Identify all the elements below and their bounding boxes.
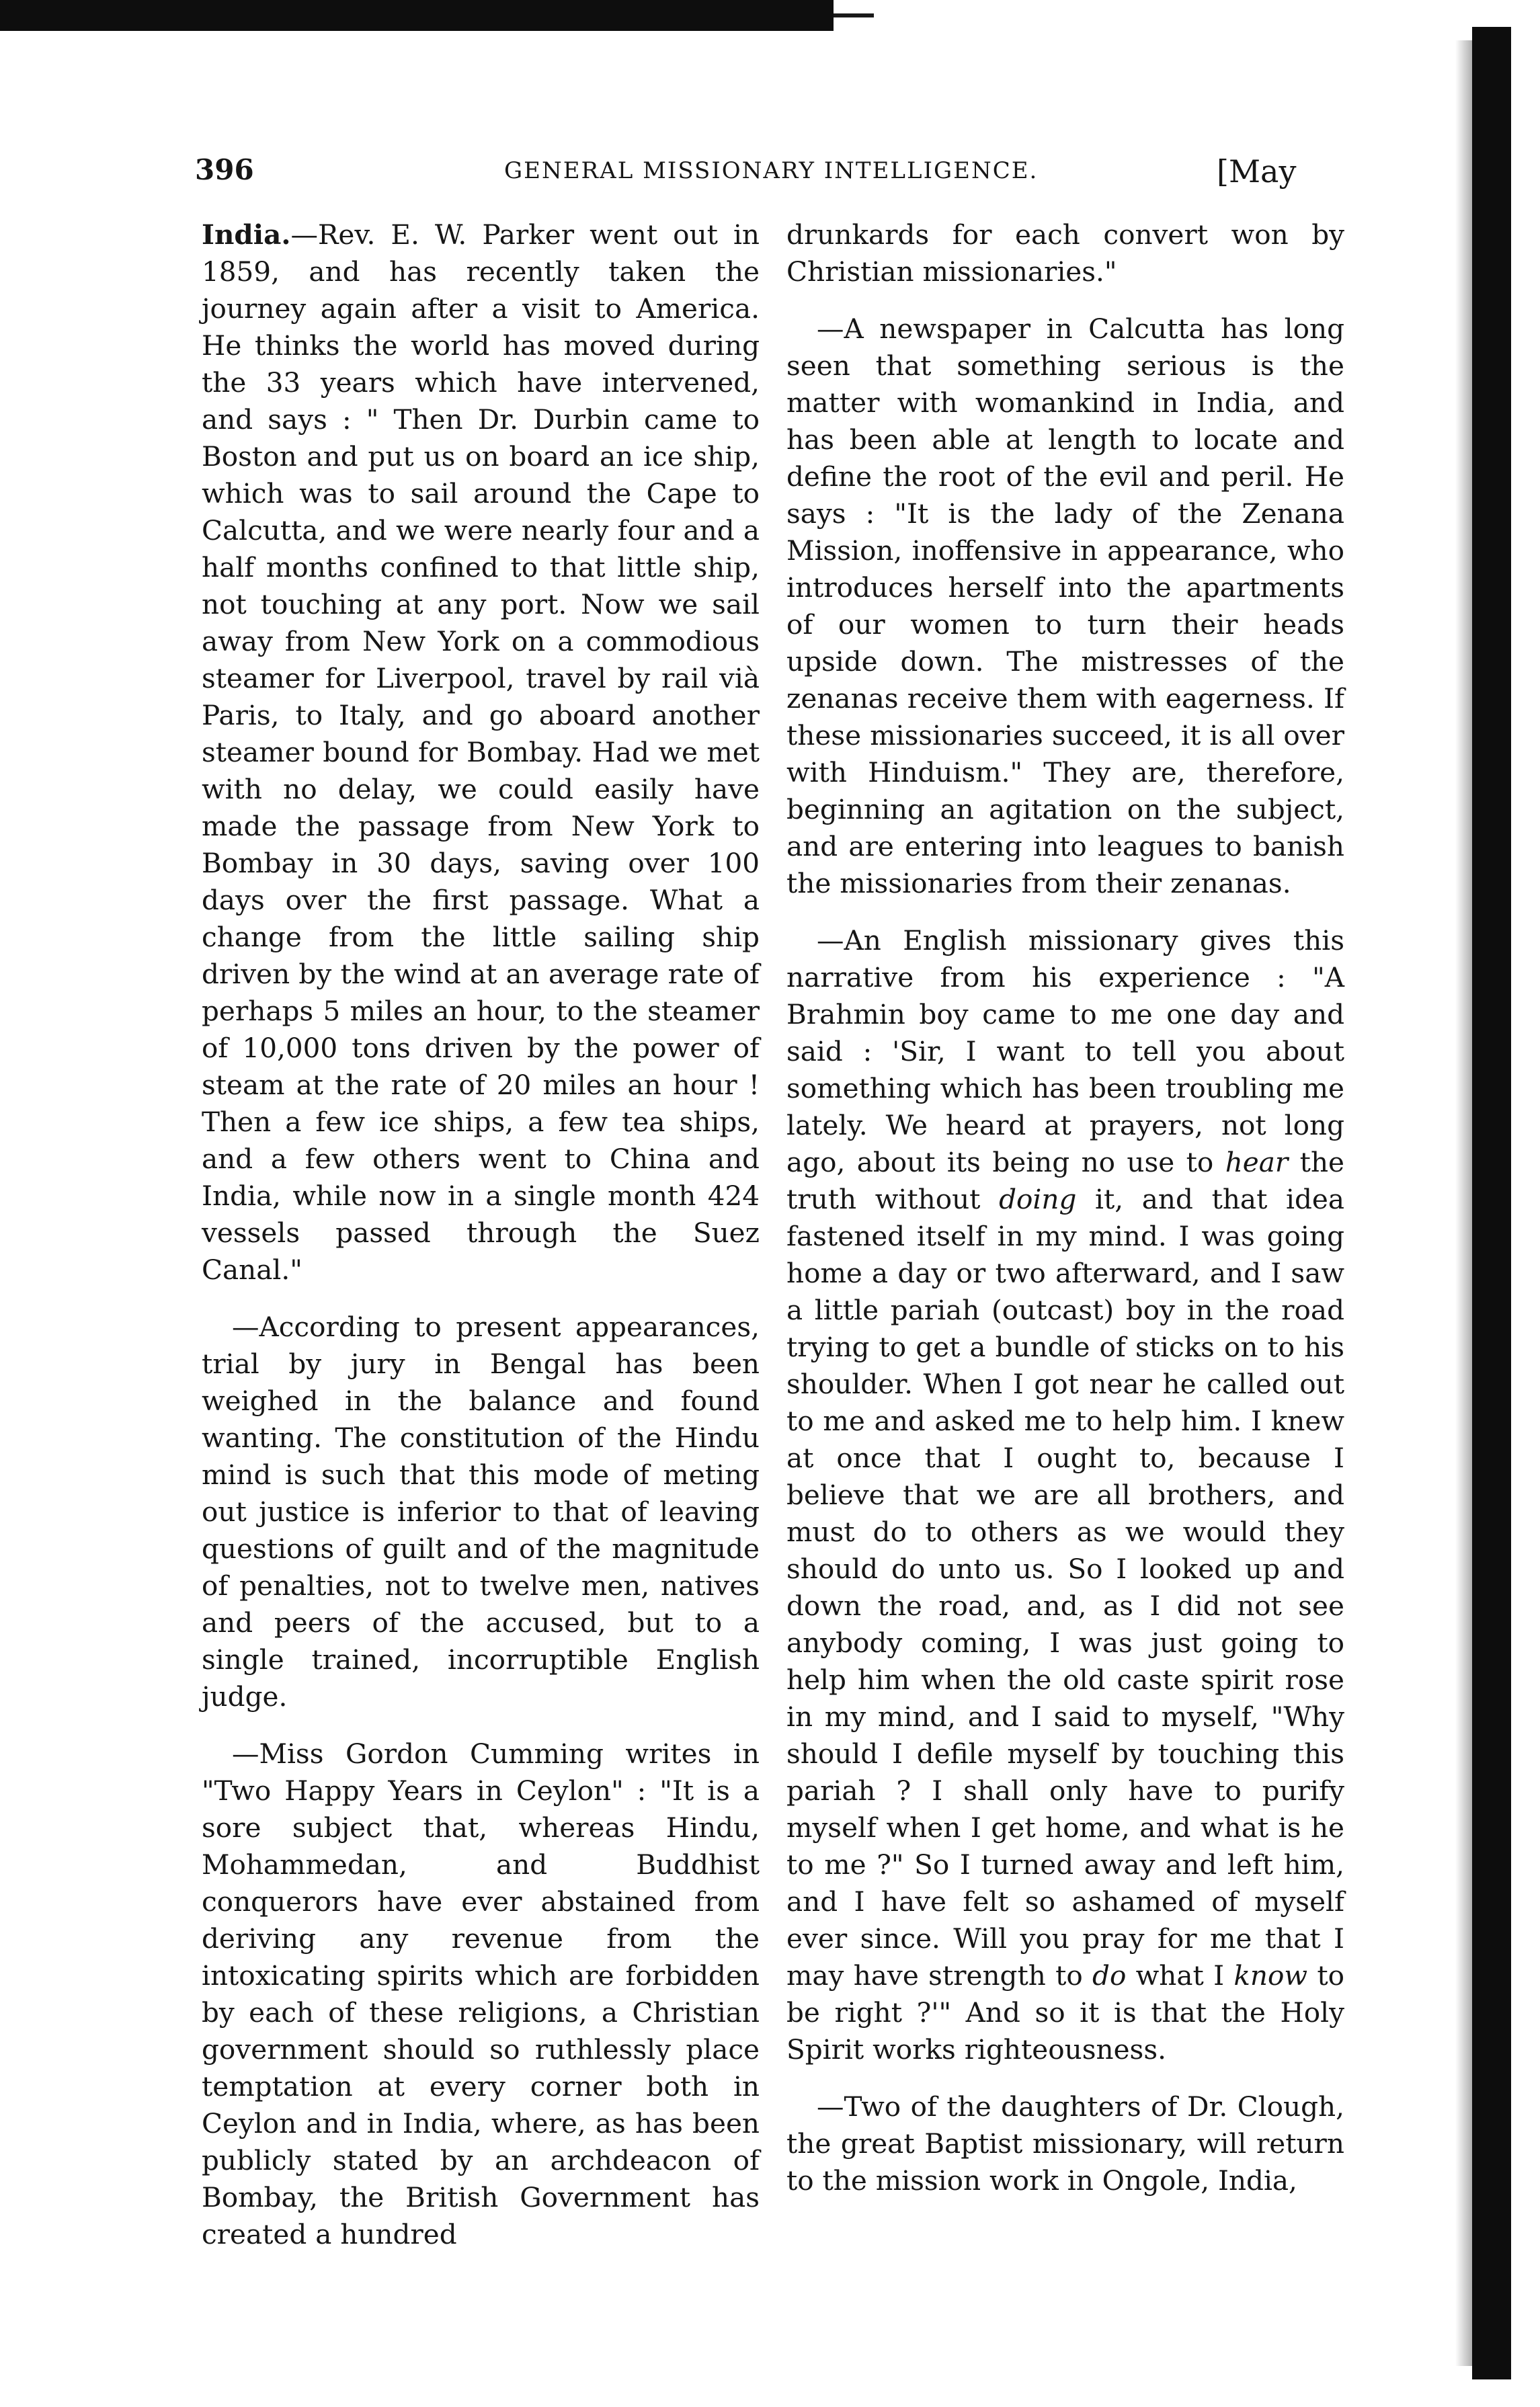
paragraph-clough: —Two of the daughters of Dr. Clough, the great Baptist missionary, will return to the mission work in Ongole, India, <box>786 2090 1344 2197</box>
page-header <box>195 153 1338 194</box>
header-month: [May <box>1217 153 1297 190</box>
paragraph-gordon-cumming: —Miss Gordon Cumming writes in "Two Happy Years in Ceylon" : "It is a sore subject that, whereas Hindu, Mohammedan, and Buddhist conquerors have ever abstained from deriving any revenue from the intoxicating spirits which are forbidden by each of these religions, a Christian government should so ruthlessly place temptation at every corner both in Ceylon and in India, where, as has been publicly stated by an archdeacon of Bombay, the British Government has created a hundred <box>202 1738 760 2250</box>
brahmin-text-4: what I <box>1126 1959 1234 1992</box>
brahmin-do: do <box>1092 1959 1127 1992</box>
brahmin-text-5: to be right ?'" And so it is that the Holy Spirit works righteousness. <box>786 1959 1344 2066</box>
paragraph-brahmin-boy <box>786 922 1344 2068</box>
scan-shadow-right <box>1455 40 1474 2366</box>
paragraph-jury: —According to present appearances, trial by jury in Bengal has been weighed in the balance and found wanting. The constitution of the Hindu mind is such that this mode of meting out justice is inferior to that of leaving questions of guilt and of the magnitude of penalties, not to twelve men, natives and peers of the accused, but to a single trained, incorruptible English judge. <box>202 1311 760 1713</box>
brahmin-know: know <box>1233 1959 1308 1992</box>
right-column <box>786 216 1344 2219</box>
paragraph-india <box>202 216 760 1289</box>
paragraph-newspaper: —A newspaper in Calcutta has long seen that something serious is the matter with womankind in India, and has been able at length to locate and define the root of the evil and peril. He says : "It is the lady of the Zenana Mission, inoffensive in appearance, who introduces herself into the apartments of our women to turn their heads upside down. The mistresses of the zenanas receive them with eagerness. If these missionaries succeed, it is all over with Hinduism." They are, therefore, beginning an agitation on the subject, and are entering into leagues to banish the missionaries from their zenanas. <box>786 313 1344 899</box>
brahmin-text-2: the truth without <box>786 1146 1344 1215</box>
page-number: 396 <box>195 153 254 186</box>
brahmin-text-1: —An English missionary gives this narrative from his experience : "A Brahmin boy came to me one day and said : 'Sir, I want to tell you about something which has been troubling me lately. We heard at prayers, not long ago, about its being no use to <box>786 924 1344 1178</box>
brahmin-text-3: it, and that idea fastened itself in my mind. I was going home a day or two afterward, and I saw a little pariah (outcast) boy in the road trying to get a bundle of sticks on to his shoulder. When I got near he called out to me and asked me to help him. I knew at once that I ought to, because I believe that we are all brothers, and must do to others as we would they should do unto us. So I looked up and down the road, and, as I did not see anybody coming, I was just going to help him when the old caste spirit rose in my mind, and I said to myself, "Why should I defile myself by touching this pariah ? I shall only have to purify myself when I get home, and what is he to me ?" So I turned away and left him, and I have felt so ashamed of myself ever since. Will you pray for me that I may have strength to <box>786 1183 1344 1992</box>
left-column <box>202 216 760 2273</box>
india-heading: India. <box>202 218 291 251</box>
scan-border-right <box>1472 27 1511 2379</box>
brahmin-doing: doing <box>999 1183 1077 1215</box>
scan-border-top-tail <box>834 13 874 17</box>
paragraph-gordon-continued: drunkards for each convert won by Christian missionaries." <box>786 218 1344 288</box>
running-head: GENERAL MISSIONARY INTELLIGENCE. <box>504 157 1039 184</box>
brahmin-hear: hear <box>1225 1146 1289 1178</box>
scan-border-top <box>0 0 834 31</box>
india-text: —Rev. E. W. Parker went out in 1859, and has recently taken the journey again after a visit to America. He thinks the world has moved during the 33 years which have intervened, and says : " Then Dr. Durbin came to Boston and put us on board an ice ship, which was to sail around the Cape to Calcutta, and we were nearly four and a half months confined to that little ship, not touching at any port. Now we sail away from New York on a commodious steamer for Liverpool, travel by rail vià Paris, to Italy, and go aboard another steamer bound for Bombay. Had we met with no delay, we could easily have made the passage from New York to Bombay in 30 days, saving over 100 days over the first passage. What a change from the little sailing ship driven by the wind at an average rate of perhaps 5 miles an hour, to the steamer of 10,000 tons driven by the power of steam at the rate of 20 miles an hour ! Then a few ice ships, a few tea ships, and a few others went to China and India, while now in a single month 424 vessels passed through the Suez Canal." <box>202 218 760 1286</box>
